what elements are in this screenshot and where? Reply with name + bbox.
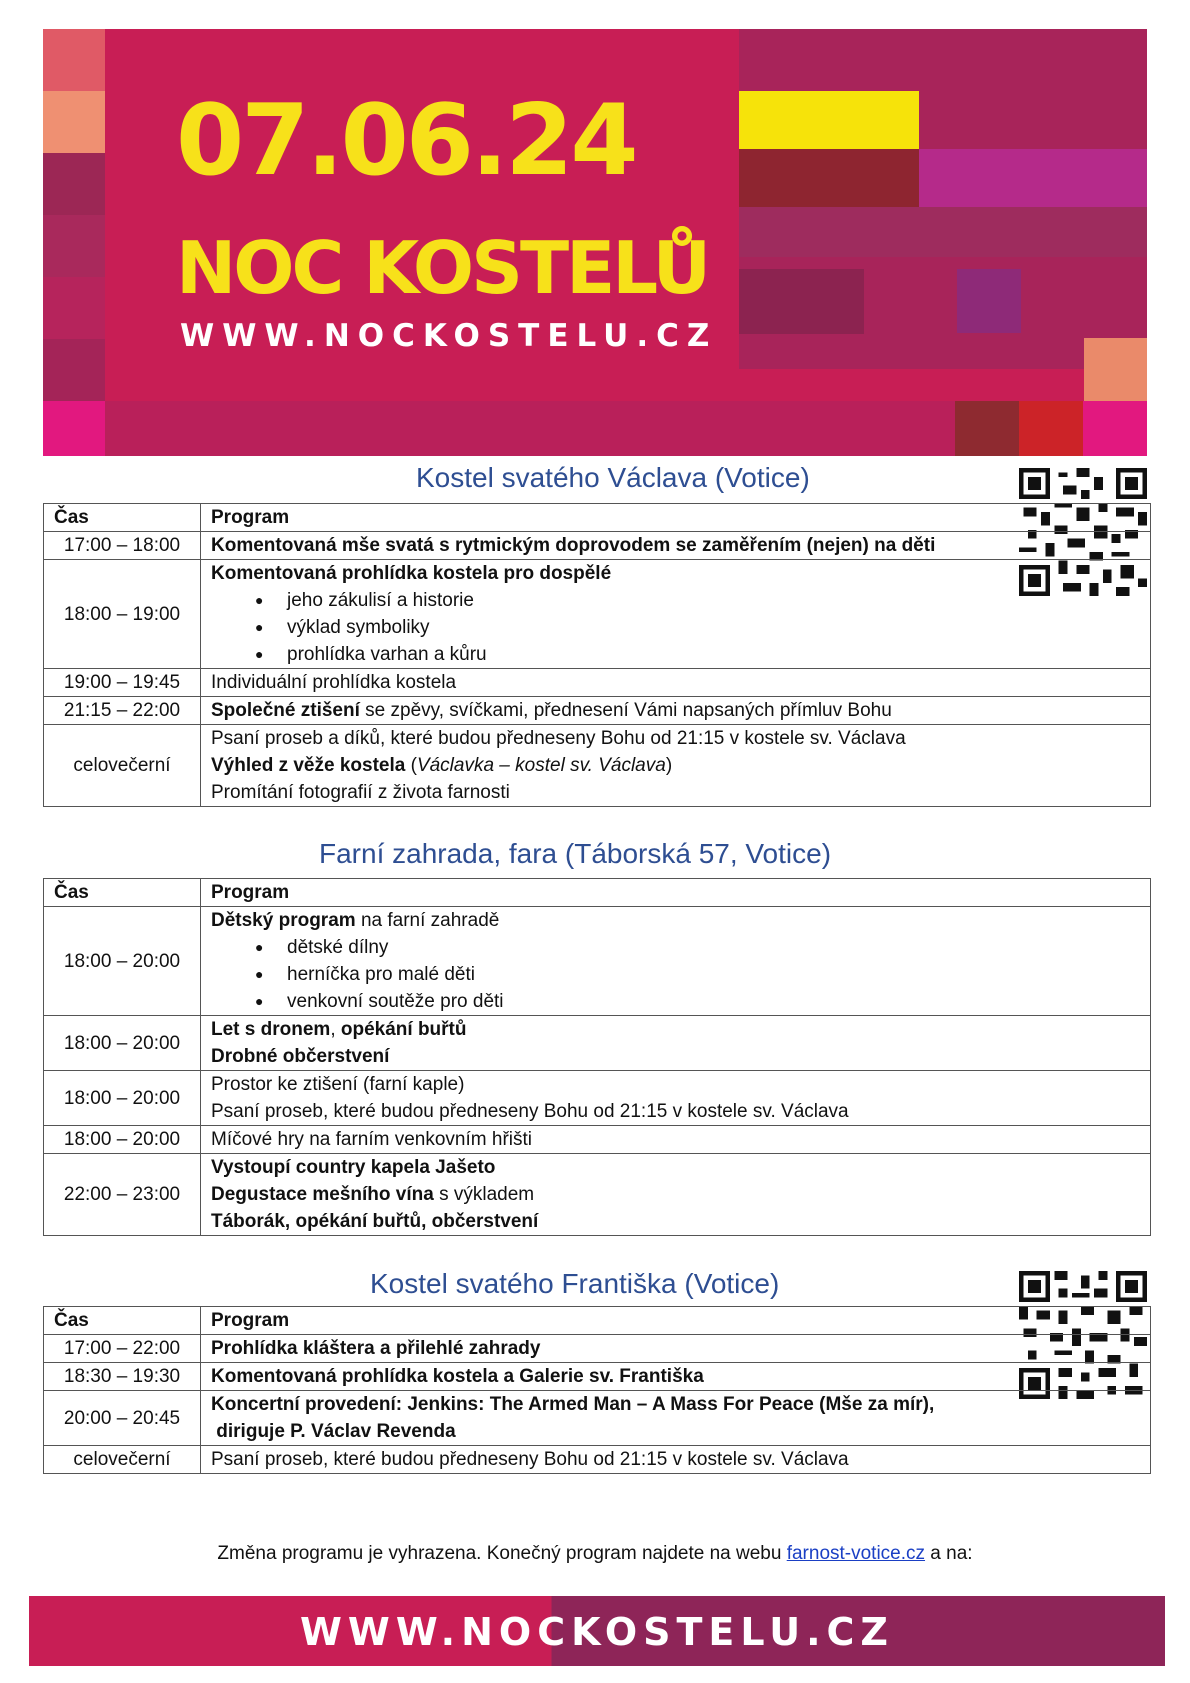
column-header-program: Program [201, 879, 1151, 907]
row-program: Společné ztišení se zpěvy, svíčkami, přednesení Vámi napsaných přímluv Bohu [201, 697, 1151, 725]
bullet-list [211, 587, 1150, 668]
column-header-program: Program [201, 504, 1151, 532]
schedule-table-vaclav [43, 503, 1151, 807]
row-program: Vystoupí country kapela Jašeto Degustace mešního vína s výkladem Táborák, opékání buřtů, občerstvení [201, 1154, 1151, 1236]
column-header-program: Program [201, 1307, 1151, 1335]
row-program: Prohlídka kláštera a přilehlé zahrady [201, 1335, 1151, 1363]
row-time: 18:00 – 20:00 [44, 1071, 201, 1126]
table-row [44, 560, 1151, 669]
row-time: 17:00 – 18:00 [44, 532, 201, 560]
row-program: Individuální prohlídka kostela [201, 669, 1151, 697]
row-time: 20:00 – 20:45 [44, 1391, 201, 1446]
row-program: Prostor ke ztišení (farní kaple) Psaní proseb, které budou předneseny Bohu od 21:15 v kostele sv. Václava [201, 1071, 1151, 1126]
list-item: ● jeho zákulisí a historie [255, 587, 1150, 614]
footer-banner [29, 1596, 1165, 1666]
section-title-vaclav: Kostel svatého Václava (Votice) [416, 462, 810, 493]
row-program: Let s dronem, opékání buřtů Drobné občerstvení [201, 1016, 1151, 1071]
list-item: ● výklad symboliky [255, 614, 1150, 641]
row-program: Koncertní provedení: Jenkins: The Armed Man – A Mass For Peace (Mše za mír), diriguje P. Václav Revenda [201, 1391, 1151, 1446]
table-row [44, 1335, 1151, 1363]
list-item: ● prohlídka varhan a kůru [255, 641, 1150, 668]
row-program: Komentovaná mše svatá s rytmickým doprovodem se zaměřením (nejen) na děti [201, 532, 1151, 560]
table-row [44, 725, 1151, 807]
table-row [44, 1154, 1151, 1236]
table-row [44, 1016, 1151, 1071]
row-program: Míčové hry na farním venkovním hřišti [201, 1126, 1151, 1154]
table-row [44, 669, 1151, 697]
row-time: 18:00 – 19:00 [44, 560, 201, 669]
farnost-link[interactable]: farnost-votice.cz [786, 1543, 926, 1564]
event-date: 07.06.24 [176, 84, 636, 198]
row-time: celovečerní [44, 725, 201, 807]
schedule-table-fara [43, 878, 1151, 1236]
row-time: 18:00 – 20:00 [44, 907, 201, 1016]
bullet-list [211, 934, 1150, 1015]
row-program: Dětský program na farní zahradě ● dětské dílny ● herníčka pro malé děti ● venkovní soutěže pro děti [201, 907, 1151, 1016]
schedule-table-frantisek [43, 1306, 1151, 1474]
row-program: Komentovaná prohlídka kostela pro dospělé ● jeho zákulisí a historie ● výklad symboliky ● prohlídka varhan a kůru [201, 560, 1151, 669]
table-row [44, 1071, 1151, 1126]
footer-url: WWW.NOCKOSTELU.CZ [300, 1610, 894, 1654]
list-item: ● venkovní soutěže pro děti [255, 988, 1150, 1015]
table-row [44, 1446, 1151, 1474]
header-banner [43, 29, 1147, 456]
table-header-row [44, 1307, 1151, 1335]
column-header-time: Čas [44, 504, 201, 532]
table-row [44, 1391, 1151, 1446]
row-program: Psaní proseb a díků, které budou předneseny Bohu od 21:15 v kostele sv. Václava Výhled z věže kostela (Václavka – kostel sv. Václava) Promítání fotografií z života farnosti [201, 725, 1151, 807]
section-title-frantisek: Kostel svatého Františka (Votice) [370, 1268, 780, 1299]
row-time: 17:00 – 22:00 [44, 1335, 201, 1363]
list-item: ● dětské dílny [255, 934, 1150, 961]
table-row [44, 1126, 1151, 1154]
event-title: NOC KOSTELŮ [176, 226, 709, 310]
column-header-time: Čas [44, 1307, 201, 1335]
table-row [44, 697, 1151, 725]
row-program: Komentovaná prohlídka kostela a Galerie sv. Františka [201, 1363, 1151, 1391]
row-program: Psaní proseb, které budou předneseny Bohu od 21:15 v kostele sv. Václava [201, 1446, 1151, 1474]
row-time: 18:30 – 19:30 [44, 1363, 201, 1391]
list-item: ● herníčka pro malé děti [255, 961, 1150, 988]
footer-note: Změna programu je vyhrazena. Konečný program najdete na webu farnost-votice.cz a na: [217, 1543, 973, 1564]
table-header-row [44, 504, 1151, 532]
table-row [44, 907, 1151, 1016]
row-time: 18:00 – 20:00 [44, 1016, 201, 1071]
row-time: 19:00 – 19:45 [44, 669, 201, 697]
row-time: celovečerní [44, 1446, 201, 1474]
table-row [44, 1363, 1151, 1391]
table-row [44, 532, 1151, 560]
row-time: 22:00 – 23:00 [44, 1154, 201, 1236]
row-time: 21:15 – 22:00 [44, 697, 201, 725]
table-header-row [44, 879, 1151, 907]
column-header-time: Čas [44, 879, 201, 907]
section-title-fara: Farní zahrada, fara (Táborská 57, Votice) [319, 838, 832, 869]
banner-url: WWW.NOCKOSTELU.CZ [180, 318, 718, 354]
row-time: 18:00 – 20:00 [44, 1126, 201, 1154]
